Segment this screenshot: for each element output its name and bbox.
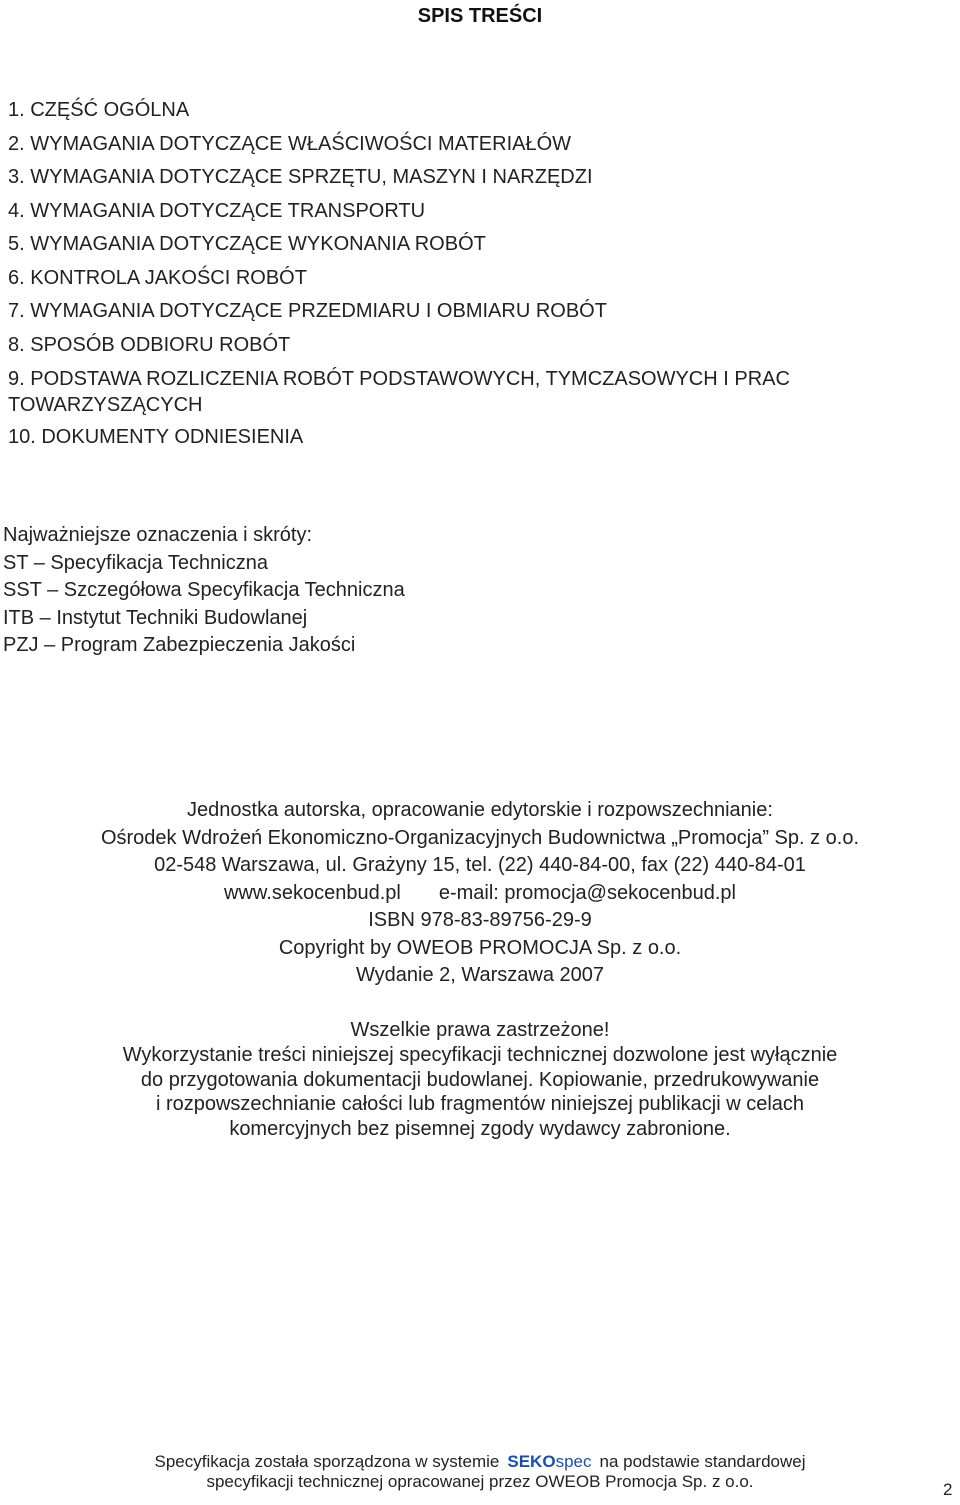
- abbreviations-section: [3, 522, 943, 660]
- rights-text-line: komercyjnych bez pisemnej zgody wydawcy zabronione.: [229, 1118, 731, 1141]
- rights-heading: Wszelkie prawa zastrzeżone!: [350, 1019, 610, 1041]
- page-number: 2: [943, 1480, 953, 1499]
- isbn: ISBN 978-83-89756-29-9: [368, 909, 592, 931]
- table-of-contents: [8, 94, 948, 455]
- rights-text-line: do przygotowania dokumentacji budowlanej. Kopiowanie, przedrukowywanie: [140, 1068, 820, 1091]
- publisher-address: 02-548 Warszawa, ul. Grażyny 15, tel. (22) 440-84-00, fax (22) 440-84-01: [154, 854, 806, 876]
- page-title: SPIS TREŚCI: [417, 5, 543, 27]
- toc-item: 10. DOKUMENTY ODNIESIENIA: [8, 426, 304, 448]
- publisher-credits: [0, 797, 960, 990]
- website-link[interactable]: www.sekocenbud.pl: [224, 881, 401, 904]
- toc-item: 6. KONTROLA JAKOŚCI ROBÓT: [8, 266, 307, 289]
- abbreviation-item: ITB – Instytut Techniki Budowlanej: [3, 606, 308, 629]
- toc-item: 5. WYMAGANIA DOTYCZĄCE WYKONANIA ROBÓT: [8, 233, 486, 255]
- toc-item: 2. WYMAGANIA DOTYCZĄCE WŁAŚCIWOŚCI MATERIAŁÓW: [8, 132, 572, 155]
- toc-item: 1. CZĘŚĆ OGÓLNA: [8, 99, 190, 121]
- edition: Wydanie 2, Warszawa 2007: [355, 964, 605, 986]
- toc-item: 4. WYMAGANIA DOTYCZĄCE TRANSPORTU: [8, 199, 426, 222]
- abbreviation-item: SST – Szczegółowa Specyfikacja Techniczna: [3, 579, 405, 601]
- rights-text-line: Wykorzystanie treści niniejszej specyfikacji technicznej dozwolone jest wyłącznie: [122, 1043, 838, 1066]
- toc-item: 9. PODSTAWA ROZLICZENIA ROBÓT PODSTAWOWYCH, TYMCZASOWYCH I PRAC TOWARZYSZĄCYCH: [8, 368, 790, 416]
- brand-part-1: SEKO: [507, 1452, 556, 1471]
- footer-line: specyfikacji technicznej opracowanej przez OWEOB Promocja Sp. z o.o.: [206, 1472, 754, 1491]
- abbreviations-heading: Najważniejsze oznaczenia i skróty:: [3, 524, 313, 546]
- contact-line: [0, 880, 960, 908]
- rights-notice: [0, 1018, 960, 1142]
- page-footer: [0, 1452, 960, 1492]
- copyright: Copyright by OWEOB PROMOCJA Sp. z o.o.: [278, 936, 682, 959]
- brand-part-2: spec: [555, 1452, 592, 1471]
- publisher-name: Ośrodek Wdrożeń Ekonomiczno-Organizacyjnych Budownictwa „Promocja” Sp. z o.o.: [100, 826, 860, 849]
- credits-line: Jednostka autorska, opracowanie edytorskie i rozpowszechnianie:: [187, 799, 773, 821]
- sekospec-logo: [507, 1452, 591, 1471]
- toc-item: 7. WYMAGANIA DOTYCZĄCE PRZEDMIARU I OBMIARU ROBÓT: [8, 300, 607, 322]
- abbreviation-item: PZJ – Program Zabezpieczenia Jakości: [3, 634, 356, 656]
- toc-item: 3. WYMAGANIA DOTYCZĄCE SPRZĘTU, MASZYN I NARZĘDZI: [8, 166, 593, 188]
- footer-text: na podstawie standardowej: [599, 1452, 806, 1471]
- footer-line: [0, 1452, 960, 1472]
- email-link[interactable]: e-mail: promocja@sekocenbud.pl: [438, 881, 736, 904]
- abbreviation-item: ST – Specyfikacja Techniczna: [3, 551, 268, 574]
- footer-text: Specyfikacja została sporządzona w systemie: [154, 1452, 500, 1471]
- rights-text-line: i rozpowszechnianie całości lub fragmentów niniejszej publikacji w celach: [155, 1093, 805, 1116]
- toc-item: 8. SPOSÓB ODBIORU ROBÓT: [8, 333, 291, 356]
